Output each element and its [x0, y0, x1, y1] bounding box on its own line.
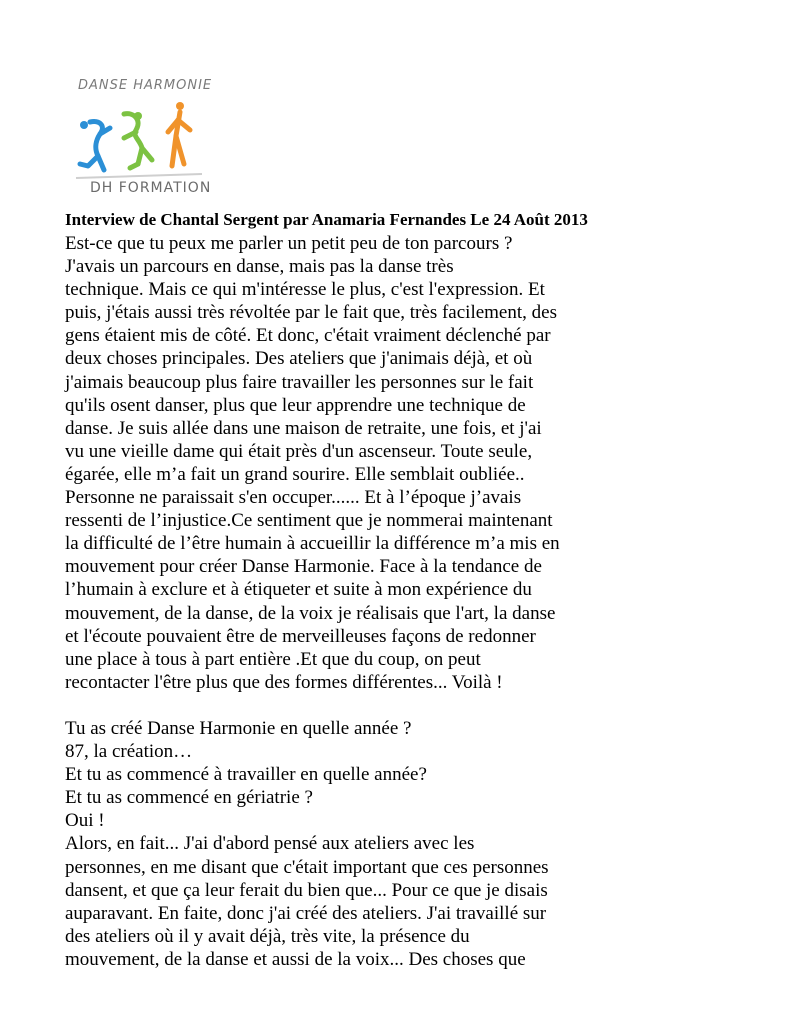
text-line: recontacter l'être plus que des formes différentes... Voilà !: [65, 671, 503, 693]
paragraph-gap: [65, 694, 745, 717]
document-title: Interview de Chantal Sergent par Anamaria Fernandes Le 24 Août 2013: [65, 210, 588, 229]
text-line: une place à tous à part entière .Et que du coup, on peut: [65, 648, 481, 670]
text-line: Et tu as commencé en gériatrie ?: [65, 787, 313, 809]
text-line: dansent, et que ça leur ferait du bien que... Pour ce que je disais: [65, 879, 548, 901]
text-line: la difficulté de l’être humain à accueillir la différence m’a mis en: [65, 533, 560, 555]
text-line: vu une vieille dame qui était près d'un ascenseur. Toute seule,: [65, 440, 533, 462]
text-line: 87, la création…: [65, 741, 193, 763]
text-line: égarée, elle m’a fait un grand sourire. Elle semblait oubliée..: [65, 463, 525, 485]
text-line: des ateliers où il y avait déjà, très vite, la présence du: [65, 925, 470, 947]
logo-bottom-text: DH FORMATION: [90, 180, 212, 196]
text-line: Alors, en fait... J'ai d'abord pensé aux ateliers avec les: [65, 833, 475, 855]
danse-harmonie-logo: [72, 78, 212, 203]
text-line: Personne ne paraissait s'en occuper...... Et à l’époque j’avais: [65, 487, 522, 509]
text-line: ressenti de l’injustice.Ce sentiment que je nommerai maintenant: [65, 510, 553, 532]
text-line: l’humain à exclure et à étiqueter et suite à mon expérience du: [65, 579, 532, 601]
text-line: Oui !: [65, 810, 105, 832]
logo-top-text: DANSE HARMONIE: [78, 78, 213, 93]
paragraph-1: [65, 232, 745, 694]
text-line: deux choses principales. Des ateliers que j'animais déjà, et où: [65, 348, 533, 370]
text-line: puis, j'étais aussi très révoltée par le fait que, très facilement, des: [65, 302, 557, 324]
text-line: Tu as créé Danse Harmonie en quelle année ?: [65, 717, 412, 739]
text-line: et l'écoute pouvaient être de merveilleuses façons de redonner: [65, 625, 536, 647]
text-line: mouvement, de la danse et aussi de la voix... Des choses que: [65, 948, 526, 970]
text-line: personnes, en me disant que c'était important que ces personnes: [65, 856, 549, 878]
text-line: gens étaient mis de côté. Et donc, c'était vraiment déclenché par: [65, 325, 551, 347]
text-line: qu'ils osent danser, plus que leur apprendre une technique de: [65, 394, 526, 416]
text-line: technique. Mais ce qui m'intéresse le plus, c'est l'expression. Et: [65, 279, 545, 301]
text-line: danse. Je suis allée dans une maison de retraite, une fois, et j'ai: [65, 417, 542, 439]
text-line: Est-ce que tu peux me parler un petit peu de ton parcours ?: [65, 233, 513, 254]
dancers-figures-icon: [72, 92, 212, 182]
paragraph-2: [65, 717, 745, 971]
text-line: auparavant. En faite, donc j'ai créé des ateliers. J'ai travaillé sur: [65, 902, 547, 924]
text-line: J'avais un parcours en danse, mais pas la danse très: [65, 256, 454, 278]
text-line: mouvement pour créer Danse Harmonie. Face à la tendance de: [65, 556, 542, 578]
text-line: Et tu as commencé à travailler en quelle année?: [65, 764, 427, 786]
interview-body: [65, 232, 745, 971]
text-line: j'aimais beaucoup plus faire travailler les personnes sur le fait: [65, 371, 534, 393]
text-line: mouvement, de la danse, de la voix je réalisais que l'art, la danse: [65, 602, 556, 624]
